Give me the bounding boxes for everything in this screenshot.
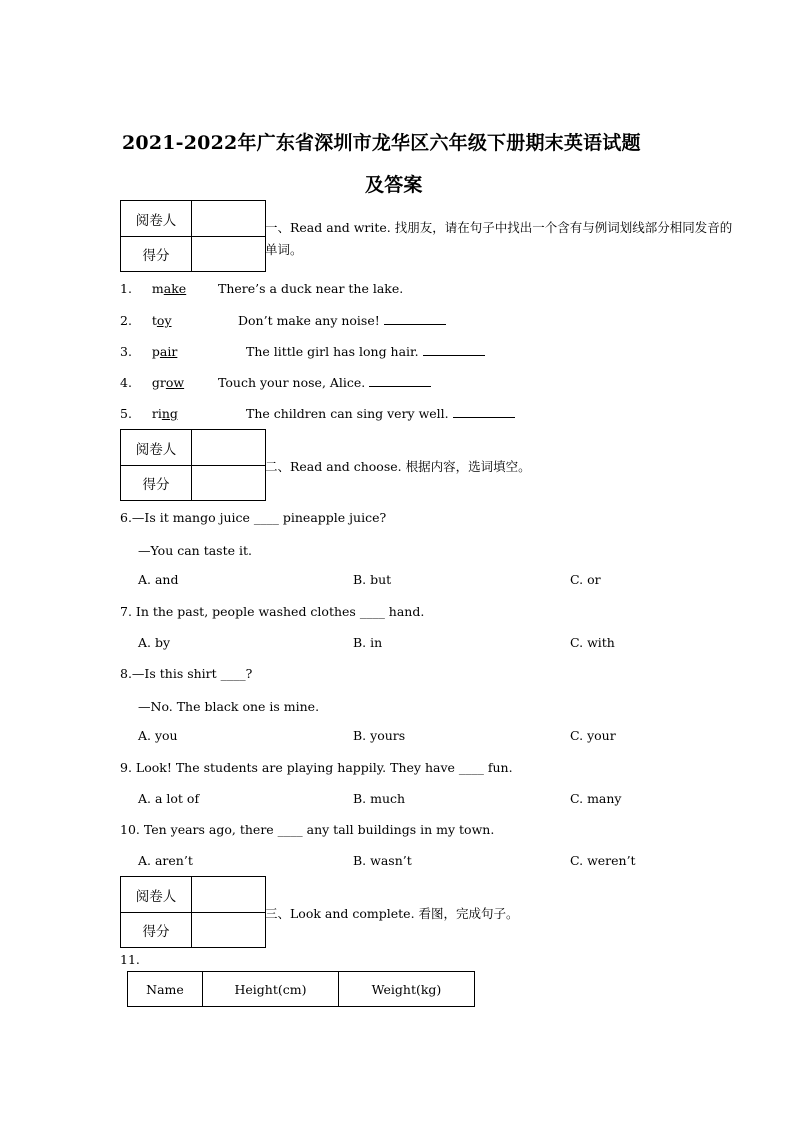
score-field[interactable] xyxy=(191,465,266,501)
q6-option-c[interactable]: C. or xyxy=(570,572,601,587)
q7-question: 7. In the past, people washed clothes ____ hand. xyxy=(120,604,425,619)
q5-row: 5. ring xyxy=(120,406,178,421)
q1-sentence: There’s a duck near the lake. xyxy=(218,281,404,296)
table-header-weight: Weight(kg) xyxy=(339,972,475,1007)
q7-option-c[interactable]: C. with xyxy=(570,635,615,650)
grader-box-3 xyxy=(120,876,266,948)
q8-option-c[interactable]: C. your xyxy=(570,728,616,743)
data-table xyxy=(127,971,475,1007)
section1-heading-cont: 单词。 xyxy=(265,242,303,257)
q3-sentence: The little girl has long hair. xyxy=(246,344,485,359)
q8-option-b[interactable]: B. yours xyxy=(353,728,406,743)
section3-heading: 三、Look and complete. 看图，完成句子。 xyxy=(265,906,519,921)
q9-option-c[interactable]: C. many xyxy=(570,791,622,806)
q5-sentence: The children can sing very well. xyxy=(246,406,515,421)
q4-sentence: Touch your nose, Alice. xyxy=(218,375,431,390)
table-header-height: Height(cm) xyxy=(203,972,339,1007)
reviewer-field[interactable] xyxy=(191,429,266,466)
section2-heading: 二、Read and choose. 根据内容，选词填空。 xyxy=(265,459,531,474)
q6-option-a[interactable]: A. and xyxy=(138,572,179,587)
q8-option-a[interactable]: A. you xyxy=(138,728,178,743)
q9-question: 9. Look! The students are playing happily. They have ____ fun. xyxy=(120,760,513,775)
score-field[interactable] xyxy=(191,236,266,272)
q6-option-b[interactable]: B. but xyxy=(353,572,392,587)
q10-option-a[interactable]: A. aren’t xyxy=(138,853,193,868)
q5-answer-blank[interactable] xyxy=(453,406,515,418)
q9-option-a[interactable]: A. a lot of xyxy=(138,791,200,806)
q9-option-b[interactable]: B. much xyxy=(353,791,406,806)
section1-heading: 一、Read and write. 找朋友，请在句子中找出一个含有与例词划线部分相同发音的 xyxy=(265,220,733,235)
q6-response: —You can taste it. xyxy=(138,543,252,558)
score-label: 得分 xyxy=(120,912,192,948)
score-label: 得分 xyxy=(120,236,192,272)
reviewer-field[interactable] xyxy=(191,876,266,913)
grader-box-2 xyxy=(120,429,266,501)
q8-question: 8.—Is this shirt ____? xyxy=(120,666,253,681)
reviewer-field[interactable] xyxy=(191,200,266,237)
q10-option-c[interactable]: C. weren’t xyxy=(570,853,636,868)
reviewer-label: 阅卷人 xyxy=(120,200,192,237)
q11-number: 11. xyxy=(120,952,140,967)
q2-answer-blank[interactable] xyxy=(384,313,446,325)
q6-question: 6.—Is it mango juice ____ pineapple juice? xyxy=(120,510,387,525)
q3-row: 3. pair xyxy=(120,344,178,359)
q2-sentence: Don’t make any noise! xyxy=(238,313,446,328)
score-field[interactable] xyxy=(191,912,266,948)
reviewer-label: 阅卷人 xyxy=(120,429,192,466)
q7-option-b[interactable]: B. in xyxy=(353,635,383,650)
page-subtitle: 及答案 xyxy=(365,174,423,196)
grader-box-1 xyxy=(120,200,266,272)
q8-response: —No. The black one is mine. xyxy=(138,699,320,714)
score-label: 得分 xyxy=(120,465,192,501)
q3-answer-blank[interactable] xyxy=(423,344,485,356)
page-title: 2021-2022年广东省深圳市龙华区六年级下册期末英语试题 xyxy=(122,132,641,154)
reviewer-label: 阅卷人 xyxy=(120,876,192,913)
table-header-row xyxy=(128,972,475,1007)
q4-answer-blank[interactable] xyxy=(369,375,431,387)
q10-question: 10. Ten years ago, there ____ any tall buildings in my town. xyxy=(120,822,495,837)
q4-row: 4. grow xyxy=(120,375,185,390)
q2-row: 2. toy xyxy=(120,313,172,328)
table-header-name: Name xyxy=(128,972,203,1007)
q7-option-a[interactable]: A. by xyxy=(138,635,171,650)
q10-option-b[interactable]: B. wasn’t xyxy=(353,853,412,868)
q1-row: 1. make xyxy=(120,281,187,296)
